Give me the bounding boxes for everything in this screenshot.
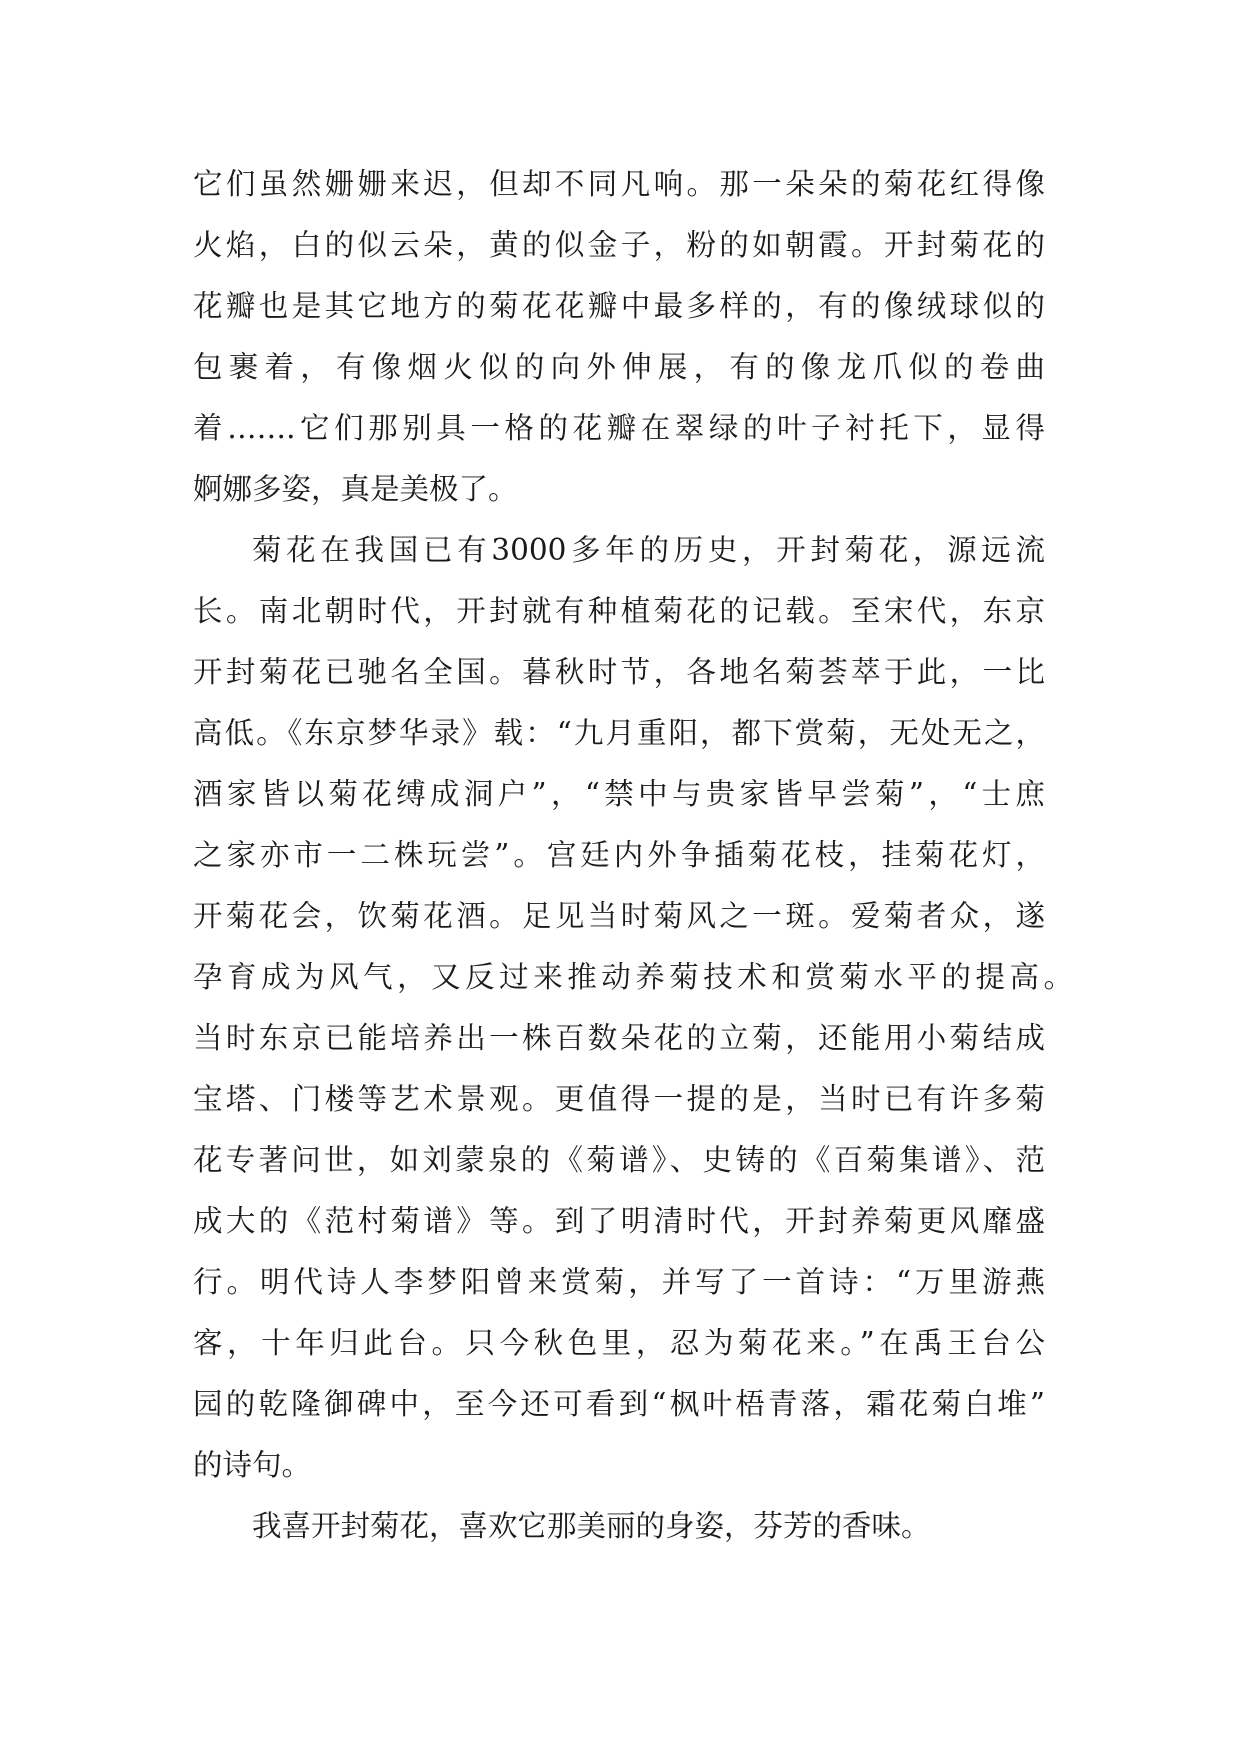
text-line: 长。南北朝时代，开封就有种植菊花的记载。至宋代，东京 [193,594,1045,628]
text-line: 婀娜多姿，真是美极了。 [193,472,518,506]
text-line: 园的乾隆御碑中，至今还可看到“枫叶梧青落，霜花菊白堆” [193,1387,1045,1421]
text-line: 的诗句。 [193,1448,312,1482]
text-line: 花瓣也是其它地方的菊花花瓣中最多样的，有的像绒球似的 [193,289,1045,323]
text-line: 它们虽然姗姗来迟，但却不同凡响。那一朵朵的菊花红得像 [193,167,1045,201]
text-line: 酒家皆以菊花缚成洞户”，“禁中与贵家皆早尝菊”，“士庶 [193,777,1045,811]
text-line: 高低。《东京梦华录》载：“九月重阳，都下赏菊，无处无之， [193,716,1045,750]
text-line: 火焰，白的似云朵，黄的似金子，粉的如朝霞。开封菊花的 [193,228,1045,262]
text-line: 孕育成为风气，又反过来推动养菊技术和赏菊水平的提高。 [193,960,1073,994]
text-line: 菊花在我国已有3000多年的历史，开封菊花，源远流 [252,533,1045,567]
text-line: 着…….它们那别具一格的花瓣在翠绿的叶子衬托下，显得 [193,411,1045,445]
text-line: 成大的《范村菊谱》等。到了明清时代，开封养菊更风靡盛 [193,1204,1045,1238]
text-line: 开菊花会，饮菊花酒。足见当时菊风之一斑。爱菊者众，遂 [193,899,1045,933]
text-line: 客，十年归此台。只今秋色里，忍为菊花来。”在禹王台公 [193,1326,1045,1360]
article-body [193,154,1073,1557]
text-line: 我喜开封菊花，喜欢它那美丽的身姿，芬芳的香味。 [252,1509,931,1543]
text-line: 开封菊花已驰名全国。暮秋时节，各地名菊荟萃于此，一比 [193,655,1045,689]
text-line: 花专著问世，如刘蒙泉的《菊谱》、史铸的《百菊集谱》、范 [193,1143,1045,1177]
text-line: 包裹着，有像烟火似的向外伸展，有的像龙爪似的卷曲 [193,350,1045,384]
text-line: 之家亦市一二株玩尝”。宫廷内外争插菊花枝，挂菊花灯， [193,838,1045,872]
text-line: 行。明代诗人李梦阳曾来赏菊，并写了一首诗：“万里游燕 [193,1265,1045,1299]
text-line: 宝塔、门楼等艺术景观。更值得一提的是，当时已有许多菊 [193,1082,1045,1116]
text-line: 当时东京已能培养出一株百数朵花的立菊，还能用小菊结成 [193,1021,1045,1055]
